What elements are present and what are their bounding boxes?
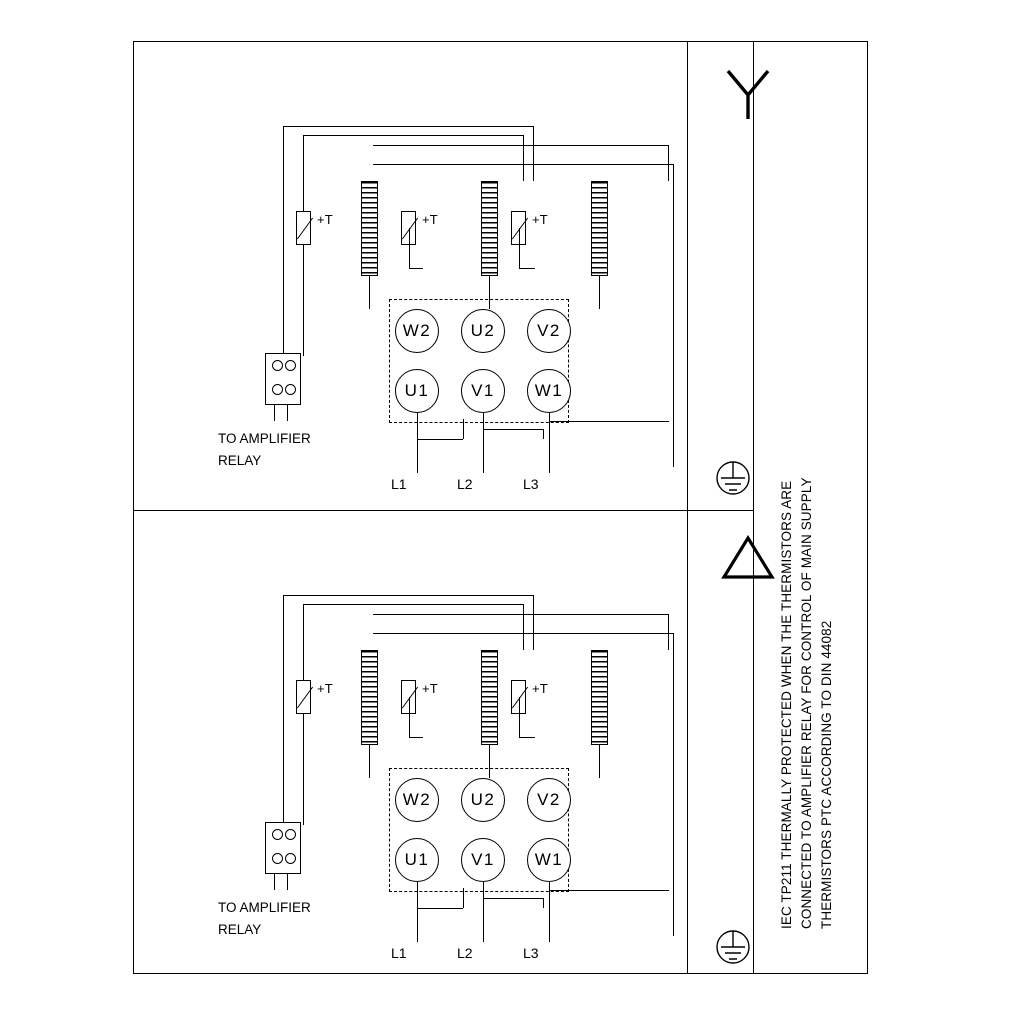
terminal-w1: W1 bbox=[527, 369, 571, 413]
wire bbox=[519, 697, 520, 737]
terminal-v2: V2 bbox=[527, 309, 571, 353]
wire bbox=[543, 429, 544, 439]
terminal-w2: W2 bbox=[395, 778, 439, 822]
terminal-dot bbox=[285, 829, 296, 840]
phase-label-l1: L1 bbox=[391, 945, 407, 961]
terminal-u1: U1 bbox=[395, 838, 439, 882]
wire bbox=[533, 595, 534, 650]
wire bbox=[417, 439, 463, 440]
wire bbox=[409, 228, 410, 268]
note-column bbox=[753, 41, 868, 974]
terminal-dot bbox=[285, 384, 296, 395]
wire bbox=[417, 908, 463, 909]
motor-coil bbox=[481, 181, 498, 276]
wire bbox=[549, 421, 669, 422]
wire bbox=[283, 126, 533, 127]
phase-label-l3: L3 bbox=[523, 476, 539, 492]
phase-label-l2: L2 bbox=[457, 476, 473, 492]
motor-coil bbox=[361, 650, 378, 745]
thermistor-label: +T bbox=[422, 212, 438, 227]
wire bbox=[483, 429, 543, 430]
wire bbox=[373, 614, 668, 615]
terminal-v1: V1 bbox=[461, 838, 505, 882]
wire bbox=[369, 276, 370, 309]
wire bbox=[673, 164, 674, 467]
wire bbox=[489, 745, 490, 778]
wire bbox=[463, 888, 464, 908]
phase-label-l3: L3 bbox=[523, 945, 539, 961]
motor-coil bbox=[361, 181, 378, 276]
note-line-3: THERMISTORS PTC ACCORDING TO DIN 44082 bbox=[819, 620, 834, 929]
thermistor-label: +T bbox=[317, 681, 333, 696]
wire bbox=[283, 595, 284, 825]
wire bbox=[533, 126, 534, 181]
wire bbox=[599, 745, 600, 778]
thermistor bbox=[296, 211, 311, 245]
wire bbox=[523, 135, 524, 181]
terminal-v2: V2 bbox=[527, 778, 571, 822]
wire bbox=[543, 898, 544, 908]
terminal-dot bbox=[272, 384, 283, 395]
note-line-2: CONNECTED TO AMPLIFIER RELAY FOR CONTROL OF MAIN SUPPLY bbox=[799, 477, 814, 929]
phase-label-l2: L2 bbox=[457, 945, 473, 961]
wire bbox=[287, 405, 288, 421]
wire bbox=[668, 145, 669, 181]
wire bbox=[274, 874, 275, 890]
wire bbox=[463, 419, 464, 439]
note-line-1: IEC TP211 THERMALLY PROTECTED WHEN THE THERMISTORS ARE bbox=[779, 480, 794, 929]
thermistor-label: +T bbox=[532, 681, 548, 696]
amplifier-label-line2: RELAY bbox=[218, 922, 262, 937]
amplifier-label-line2: RELAY bbox=[218, 453, 262, 468]
terminal-w2: W2 bbox=[395, 309, 439, 353]
wire bbox=[519, 737, 535, 738]
wire bbox=[287, 874, 288, 890]
thermistor-label: +T bbox=[317, 212, 333, 227]
wire bbox=[373, 145, 668, 146]
terminal-u2: U2 bbox=[461, 778, 505, 822]
motor-coil bbox=[591, 181, 608, 276]
wire bbox=[303, 604, 523, 605]
terminal-u1: U1 bbox=[395, 369, 439, 413]
terminal-dot bbox=[272, 360, 283, 371]
terminal-w1: W1 bbox=[527, 838, 571, 882]
wire bbox=[483, 882, 484, 942]
wire bbox=[483, 898, 543, 899]
wire bbox=[523, 604, 524, 650]
wire bbox=[668, 614, 669, 650]
wire bbox=[283, 595, 533, 596]
terminal-dot bbox=[285, 360, 296, 371]
wire bbox=[274, 405, 275, 421]
terminal-dot bbox=[272, 829, 283, 840]
amplifier-terminal-block bbox=[265, 822, 301, 874]
wire bbox=[489, 276, 490, 309]
motor-coil bbox=[481, 650, 498, 745]
thermistor bbox=[296, 680, 311, 714]
amplifier-terminal-block bbox=[265, 353, 301, 405]
thermistor-label: +T bbox=[422, 681, 438, 696]
wire bbox=[409, 268, 423, 269]
wire bbox=[519, 228, 520, 268]
wire bbox=[417, 413, 418, 473]
terminal-dot bbox=[285, 853, 296, 864]
terminal-dot bbox=[272, 853, 283, 864]
wire bbox=[549, 890, 669, 891]
wire bbox=[409, 737, 423, 738]
wire bbox=[369, 745, 370, 778]
amplifier-label-line1: TO AMPLIFIER bbox=[218, 431, 311, 446]
wire bbox=[303, 135, 523, 136]
thermistor-label: +T bbox=[532, 212, 548, 227]
terminal-v1: V1 bbox=[461, 369, 505, 413]
amplifier-label-line1: TO AMPLIFIER bbox=[218, 900, 311, 915]
motor-coil bbox=[591, 650, 608, 745]
wire bbox=[483, 413, 484, 473]
wire bbox=[303, 135, 304, 356]
wire bbox=[409, 697, 410, 737]
terminal-u2: U2 bbox=[461, 309, 505, 353]
wire bbox=[673, 633, 674, 936]
wire bbox=[599, 276, 600, 309]
phase-label-l1: L1 bbox=[391, 476, 407, 492]
wire bbox=[417, 882, 418, 942]
wire bbox=[519, 268, 535, 269]
wire bbox=[283, 126, 284, 356]
wire bbox=[303, 604, 304, 825]
